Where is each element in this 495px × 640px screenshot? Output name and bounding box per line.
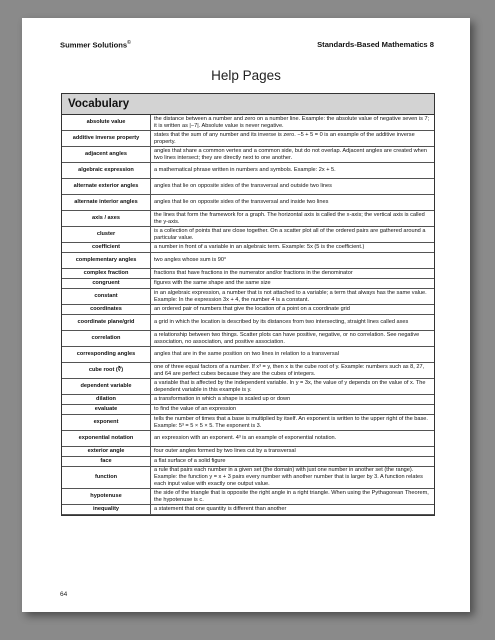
vocab-term: cluster — [62, 227, 151, 243]
vocab-term: complementary angles — [62, 253, 151, 269]
vocab-term: exponent — [62, 415, 151, 431]
copyright-mark: © — [127, 40, 131, 46]
vocab-term: corresponding angles — [62, 347, 151, 363]
page-number: 64 — [60, 591, 68, 598]
vocab-term: algebraic expression — [62, 163, 151, 179]
vocab-definition: angles that share a common vertex and a common side, but do not overlap. Adjacent angles are created when two lines intersect; they are directly next to one another. — [151, 147, 435, 163]
vocab-definition: a variable that is affected by the independent variable. In y = 3x, the value of y depends on the value of x. The dependent variable in this example is y. — [151, 379, 435, 395]
vocab-row — [62, 195, 434, 211]
vocab-row — [62, 505, 434, 515]
vocab-definition: a transformation in which a shape is scaled up or down — [151, 395, 435, 405]
vocab-row — [62, 279, 434, 289]
vocab-row — [62, 431, 434, 447]
vocab-row — [62, 211, 434, 227]
vocab-term: axis / axes — [62, 211, 151, 227]
vocab-row — [62, 447, 434, 457]
vocab-row — [62, 289, 434, 305]
vocab-term: complex fraction — [62, 269, 151, 279]
vocab-term: dependent variable — [62, 379, 151, 395]
vocab-row — [62, 331, 434, 347]
vocab-term: exterior angle — [62, 447, 151, 457]
vocab-definition: an expression with an exponent. 4³ is an example of exponential notation. — [151, 431, 435, 447]
vocab-term: face — [62, 457, 151, 467]
vocab-row — [62, 347, 434, 363]
vocab-row — [62, 405, 434, 415]
vocab-definition: angles that are in the same position on two lines in relation to a transversal — [151, 347, 435, 363]
series-name: Summer Solutions — [60, 40, 128, 50]
vocab-definition: the distance between a number and zero on a number line. Example: the absolute value of negative seven is 7; it is written as |−7|. Absolute value is never negative. — [151, 115, 435, 131]
vocab-term: constant — [62, 289, 151, 305]
vocab-definition: one of three equal factors of a number. If x³ = y, then x is the cube root of y. Example: numbers such as 8, 27, and 64 are perfect cubes because they are the cubes of integers. — [151, 363, 435, 379]
series-header — [60, 40, 131, 50]
subject-header: Standards-Based Mathematics 8 — [317, 40, 434, 49]
vocab-row — [62, 305, 434, 315]
vocab-definition: two angles whose sum is 90° — [151, 253, 435, 269]
vocab-definition: four outer angles formed by two lines cut by a transversal — [151, 447, 435, 457]
vocab-definition: tells the number of times that a base is multiplied by itself. An exponent is written to the upper right of the base. Example: 5³ = 5 × 5 × 5. The exponent is 3. — [151, 415, 435, 431]
vocab-term: alternate interior angles — [62, 195, 151, 211]
vocab-row — [62, 457, 434, 467]
vocab-row — [62, 147, 434, 163]
vocab-row — [62, 415, 434, 431]
vocab-term: adjacent angles — [62, 147, 151, 163]
vocab-definition: angles that lie on opposite sides of the transversal and outside two lines — [151, 179, 435, 195]
vocab-definition: a number in front of a variable in an algebraic term. Example: 5x (5 is the coefficient.) — [151, 243, 435, 253]
vocab-row — [62, 115, 434, 131]
vocab-row — [62, 269, 434, 279]
vocab-term: inequality — [62, 505, 151, 515]
page-title: Help Pages — [211, 68, 281, 83]
vocab-definition: angles that lie on opposite sides of the transversal and inside two lines — [151, 195, 435, 211]
vocab-row — [62, 467, 434, 489]
vocab-term: congruent — [62, 279, 151, 289]
vocab-term: evaluate — [62, 405, 151, 415]
vocab-row — [62, 379, 434, 395]
vocab-row — [62, 489, 434, 505]
vocab-definition: a grid in which the location is described by its distances from two intersecting, straight lines called axes — [151, 315, 435, 331]
vocab-term: function — [62, 467, 151, 489]
vocab-definition: in an algebraic expression, a number that is not attached to a variable; a term that always has the same value. Example: In the expression 3x + 4, the number 4 is a constant. — [151, 289, 435, 305]
vocab-term: coordinates — [62, 305, 151, 315]
vocab-term: dilation — [62, 395, 151, 405]
vocab-definition: a flat surface of a solid figure — [151, 457, 435, 467]
vocabulary-heading: Vocabulary — [62, 94, 434, 115]
vocab-row — [62, 163, 434, 179]
vocab-term: additive inverse property — [62, 131, 151, 147]
vocab-row — [62, 315, 434, 331]
vocab-definition: is a collection of points that are close together. On a scatter plot all of the ordered pairs are gathered around a particular value. — [151, 227, 435, 243]
vocab-row — [62, 253, 434, 269]
vocab-row — [62, 395, 434, 405]
vocab-definition: states that the sum of any number and its inverse is zero. −5 + 5 = 0 is an example of the additive inverse property. — [151, 131, 435, 147]
vocab-term: coordinate plane/grid — [62, 315, 151, 331]
vocab-term: exponential notation — [62, 431, 151, 447]
vocab-definition: a relationship between two things. Scatter plots can have positive, negative, or no correlation. See negative association, no association, and positive association. — [151, 331, 435, 347]
vocab-row — [62, 131, 434, 147]
vocab-definition: the lines that form the framework for a graph. The horizontal axis is called the x-axis; the vertical axis is called the y-axis. — [151, 211, 435, 227]
vocab-term: coefficient — [62, 243, 151, 253]
vocab-definition: the side of the triangle that is opposite the right angle in a right triangle. When using the Pythagorean Theorem, the hypotenuse is c. — [151, 489, 435, 505]
vocab-term: hypotenuse — [62, 489, 151, 505]
vocab-definition: a statement that one quantity is different than another — [151, 505, 435, 515]
vocab-term: cube root (∛) — [62, 363, 151, 379]
vocab-row — [62, 243, 434, 253]
vocab-term: correlation — [62, 331, 151, 347]
vocab-row — [62, 227, 434, 243]
vocabulary-table — [62, 115, 434, 515]
vocab-term: absolute value — [62, 115, 151, 131]
vocab-definition: figures with the same shape and the same size — [151, 279, 435, 289]
vocab-definition: a mathematical phrase written in numbers and symbols. Example: 2x + 5. — [151, 163, 435, 179]
vocab-definition: fractions that have fractions in the numerator and/or fractions in the denominator — [151, 269, 435, 279]
vocab-term: alternate exterior angles — [62, 179, 151, 195]
vocab-definition: to find the value of an expression — [151, 405, 435, 415]
vocab-row — [62, 363, 434, 379]
vocab-row — [62, 179, 434, 195]
vocab-definition: a rule that pairs each number in a given set (the domain) with just one number in another set (the range). Example: the function y = x + 3 pairs every number with another number that is larger by 3. A function relates each input value with exactly one output value. — [151, 467, 435, 489]
vocabulary-box — [61, 93, 435, 516]
vocab-definition: an ordered pair of numbers that give the location of a point on a coordinate grid — [151, 305, 435, 315]
document-page — [22, 18, 470, 612]
